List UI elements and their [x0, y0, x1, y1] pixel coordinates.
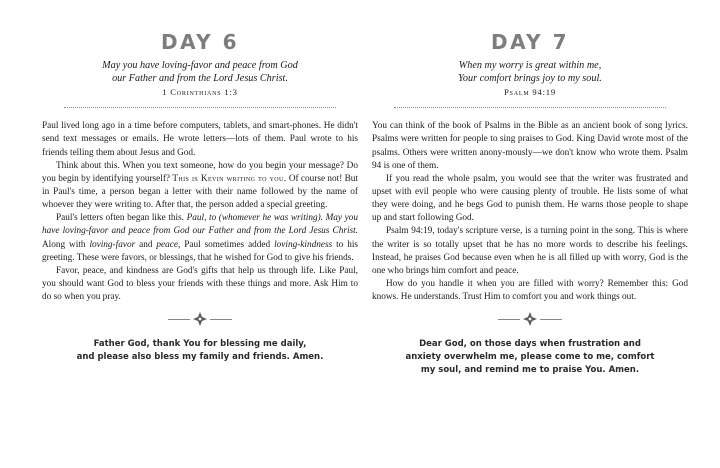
small-caps-text: This is Kevin writing to you.	[172, 173, 287, 184]
scripture-verse	[372, 60, 688, 85]
scripture-reference: 1 Corinthians 1:3	[162, 87, 238, 98]
dotted-divider	[64, 107, 336, 108]
paragraph: You can think of the book of Psalms in the Bible as an ancient book of song lyrics. Psalms were written for people to sing praises to God. King David wrote most of the psalms. Others were written anony-mously—we don't know who wrote them. Psalm 94 is one of them.	[372, 121, 688, 171]
paragraph: How do you handle it when you are filled with worry? Remember this: God knows. He understands. Trust Him to comfort you and work things out.	[372, 279, 688, 303]
paragraph: Paul's letters often began like this. Paul, to (whomever he was writing). May you have loving-favor and peace from God our Father and from the Lord Jesus Christ. Along with loving-favor and peace, Paul sometimes added loving-kindness to his greeting. These were favors, or blessings, that he wished for God to give his friends.	[42, 213, 358, 263]
day-heading: DAY 6	[160, 30, 240, 54]
page-day-6	[42, 0, 358, 364]
scripture-reference: Psalm 94:19	[504, 87, 556, 98]
prayer-line: Father God, thank You for blessing me daily,	[93, 339, 307, 350]
paragraph: Paul lived long ago in a time before computers, tablets, and smart-phones. He didn't send text messages or emails. He wrote letters—lots of them. Paul wrote to his friends telling them about Jesus and God.	[42, 121, 358, 158]
prayer-line: Dear God, on those days when frustration and	[419, 339, 641, 350]
devotional-body	[372, 120, 688, 304]
diamond-ornament-icon	[193, 312, 207, 326]
closing-prayer	[42, 338, 358, 364]
verse-line: When my worry is great within me,	[458, 60, 602, 71]
paragraph: If you read the whole psalm, you would see that the writer was frustrated and upset with evil people who were causing plenty of trouble. He lists some of what they were doing, and he begs God to punish them. He warns those people to shape up and start following God.	[372, 173, 688, 224]
paragraph: Psalm 94:19, today's scripture verse, is a turning point in the song. This is where the writer is so totally upset that he has no more words to describe his feelings. Instead, he praises God because even when he is all filled up with worry, God is the one who brings him comfort and peace.	[372, 226, 688, 276]
page-day-7	[372, 0, 688, 377]
day-heading: DAY 7	[490, 30, 570, 54]
closing-prayer	[372, 338, 688, 377]
verse-line: May you have loving-favor and peace from God	[102, 60, 298, 71]
diamond-ornament-icon	[523, 312, 537, 326]
paragraph: Think about this. When you text someone, how do you begin your message? Do you begin by identifying yourself? This is Kevin writing to you. Of course not! But in Paul's time, a person began a letter with their name followed by the name of whoever they were writing to. After that, the person added a special greeting.	[42, 160, 358, 211]
ornament-divider	[42, 312, 358, 326]
scripture-verse	[42, 60, 358, 85]
prayer-line: and please also bless my family and friends. Amen.	[76, 352, 324, 363]
prayer-line: anxiety overwhelm me, please come to me, comfort	[405, 352, 655, 363]
paragraph: Favor, peace, and kindness are God's gifts that help us through life. Like Paul, you should want God to bless your friends with these things and more. Ask Him to do so when you pray.	[42, 265, 358, 303]
prayer-line: my soul, and remind me to praise You. Amen.	[420, 365, 640, 376]
verse-line: Your comfort brings joy to my soul.	[458, 72, 602, 84]
verse-line: our Father and from the Lord Jesus Christ.	[112, 72, 288, 84]
devotional-body	[42, 120, 358, 304]
dotted-divider	[394, 107, 666, 108]
ornament-divider	[372, 312, 688, 326]
